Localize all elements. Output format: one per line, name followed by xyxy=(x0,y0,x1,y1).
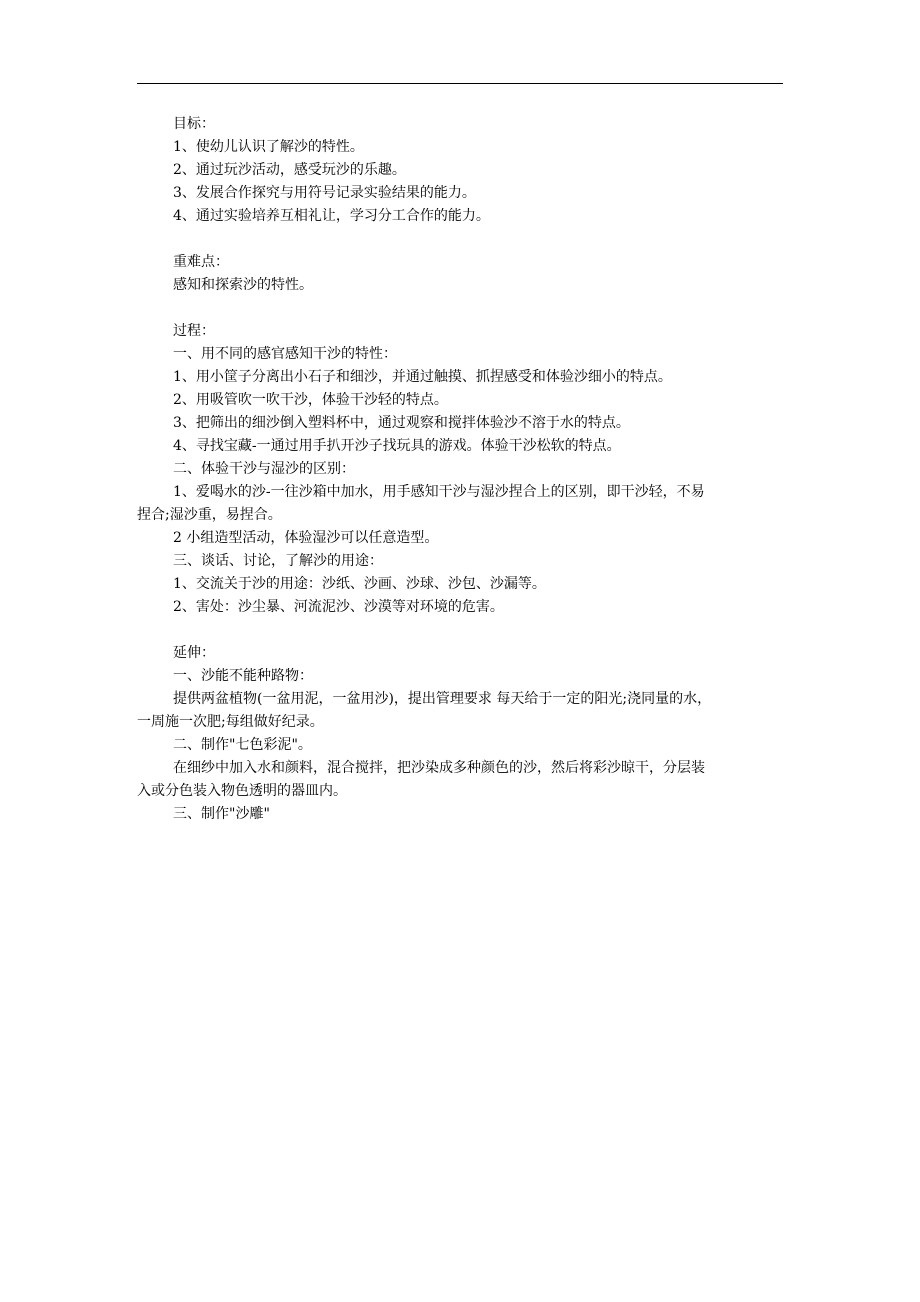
key-points-heading: 重难点： xyxy=(173,254,229,270)
document-body xyxy=(137,113,785,826)
process-section3-item: 1、交流关于沙的用途：沙纸、沙画、沙球、沙包、沙漏等。 xyxy=(173,576,546,592)
process-section3-item: 2、害处：沙尘暴、河流泥沙、沙漠等对环境的危害。 xyxy=(173,599,504,615)
extension-heading: 延伸： xyxy=(173,645,215,661)
goal-item: 3、发展合作探究与用符号记录实验结果的能力。 xyxy=(173,185,476,201)
header-rule xyxy=(137,83,783,84)
process-section1-item: 1、用小筐子分离出小石子和细沙，并通过触摸、抓捏感受和体验沙细小的特点。 xyxy=(173,369,672,385)
process-section1-title: 一、用不同的感官感知干沙的特性： xyxy=(173,346,397,362)
goal-item: 4、通过实验培养互相礼让，学习分工合作的能力。 xyxy=(173,208,490,224)
goal-item: 2、通过玩沙活动，感受玩沙的乐趣。 xyxy=(173,162,406,178)
process-section2-item2: 2 小组造型活动，体验湿沙可以任意造型。 xyxy=(173,530,439,546)
extension-part1-line2: 一周施一次肥;每组做好纪录。 xyxy=(137,714,324,730)
process-section3-title: 三、谈话、讨论，了解沙的用途： xyxy=(173,553,383,569)
process-section1-item: 3、把筛出的细沙倒入塑料杯中，通过观察和搅拌体验沙不溶于水的特点。 xyxy=(173,415,630,431)
key-points-text: 感知和探索沙的特性。 xyxy=(173,277,313,293)
extension-part2-line2: 入或分色装入物色透明的器皿内。 xyxy=(137,783,347,799)
extension-part1-line1: 提供两盆植物(一盆用泥，一盆用沙)，提出管理要求 每天给于一定的阳光;浇同量的水， xyxy=(173,691,712,707)
spacer xyxy=(173,297,785,320)
process-section2-item1-line1: 1、爱喝水的沙-一往沙箱中加水，用手感知干沙与湿沙捏合上的区别，即干沙轻，不易 xyxy=(173,484,705,500)
extension-part2-line1: 在细纱中加入水和颜料，混合搅拌，把沙染成多种颜色的沙，然后将彩沙晾干，分层装 xyxy=(173,760,705,776)
goals-heading: 目标： xyxy=(173,116,215,132)
process-section2-title: 二、体验干沙与湿沙的区别： xyxy=(173,461,355,477)
goal-item: 1、使幼儿认识了解沙的特性。 xyxy=(173,139,364,155)
extension-part2-title: 二、制作"七色彩泥"。 xyxy=(173,737,312,753)
process-heading: 过程： xyxy=(173,323,215,339)
spacer xyxy=(173,619,785,642)
process-section1-item: 2、用吸管吹一吹干沙，体验干沙轻的特点。 xyxy=(173,392,448,408)
process-section2-item1-line2: 捏合;湿沙重，易捏合。 xyxy=(137,507,282,523)
process-section1-item: 4、寻找宝藏-一通过用手扒开沙子找玩具的游戏。体验干沙松软的特点。 xyxy=(173,438,621,454)
extension-part3-title: 三、制作"沙雕" xyxy=(173,806,270,822)
spacer xyxy=(173,228,785,251)
extension-part1-title: 一、沙能不能种路物： xyxy=(173,668,313,684)
